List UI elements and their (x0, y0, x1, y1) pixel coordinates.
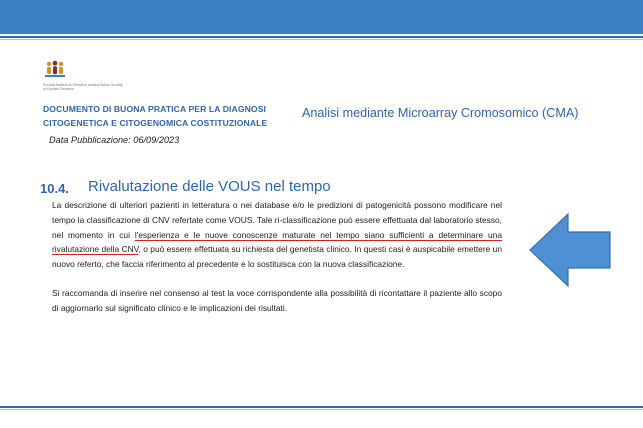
paragraph-1 (52, 198, 502, 272)
paragraph-1-text-after: , o può essere effettuata su richiesta del genetista clinico. In questi casi è auspicabile emettere un nuovo referto, che faccia riferimento al precedente e lo sostituisca con la nuova classificazione. (52, 244, 503, 270)
paragraph-2: Si raccomanda di inserire nel consenso al test la voce corrispondente alla possibilità di ricontattare il paziente allo scopo di aggiornarlo sul significato clinico e le implicazioni dei risultati. (52, 288, 502, 313)
bottom-divider-light (0, 409, 643, 410)
top-banner (0, 0, 643, 34)
highlighted-phrase: l'esperienza e le nuove conoscenze maturate nel tempo siano sufficienti a determinare una rivalutazione della CNV (52, 229, 502, 255)
section-number: 10.4. (40, 181, 69, 196)
document-title: DOCUMENTO DI BUONA PRATICA PER LA DIAGNOSI CITOGENETICA E CITOGENOMICA COSTITUZIONALE (43, 104, 268, 128)
bottom-divider (0, 406, 643, 408)
top-divider (0, 36, 643, 38)
section-title: Rivalutazione delle VOUS nel tempo (88, 178, 331, 195)
left-arrow-icon (528, 212, 612, 288)
society-name: Società Italiana di Genetica Umana Italian Society of Human Genetics (43, 83, 123, 92)
top-divider-light (0, 39, 643, 40)
society-logo-icon (44, 60, 66, 80)
topic-title: Analisi mediante Microarray Cromosomico (CMA) (302, 106, 579, 120)
publication-date: Data Pubblicazione: 06/09/2023 (49, 135, 180, 145)
paragraph-1-text-before: La descrizione di ulteriori pazienti in letteratura o nei database e/o le predizioni di patogenicità possono modificare nel tempo la classificazione di CNV refertate come VOUS. Tale ri-classificazione può essere effettuata dal laboratorio stesso, nel momento in cui (52, 200, 502, 240)
